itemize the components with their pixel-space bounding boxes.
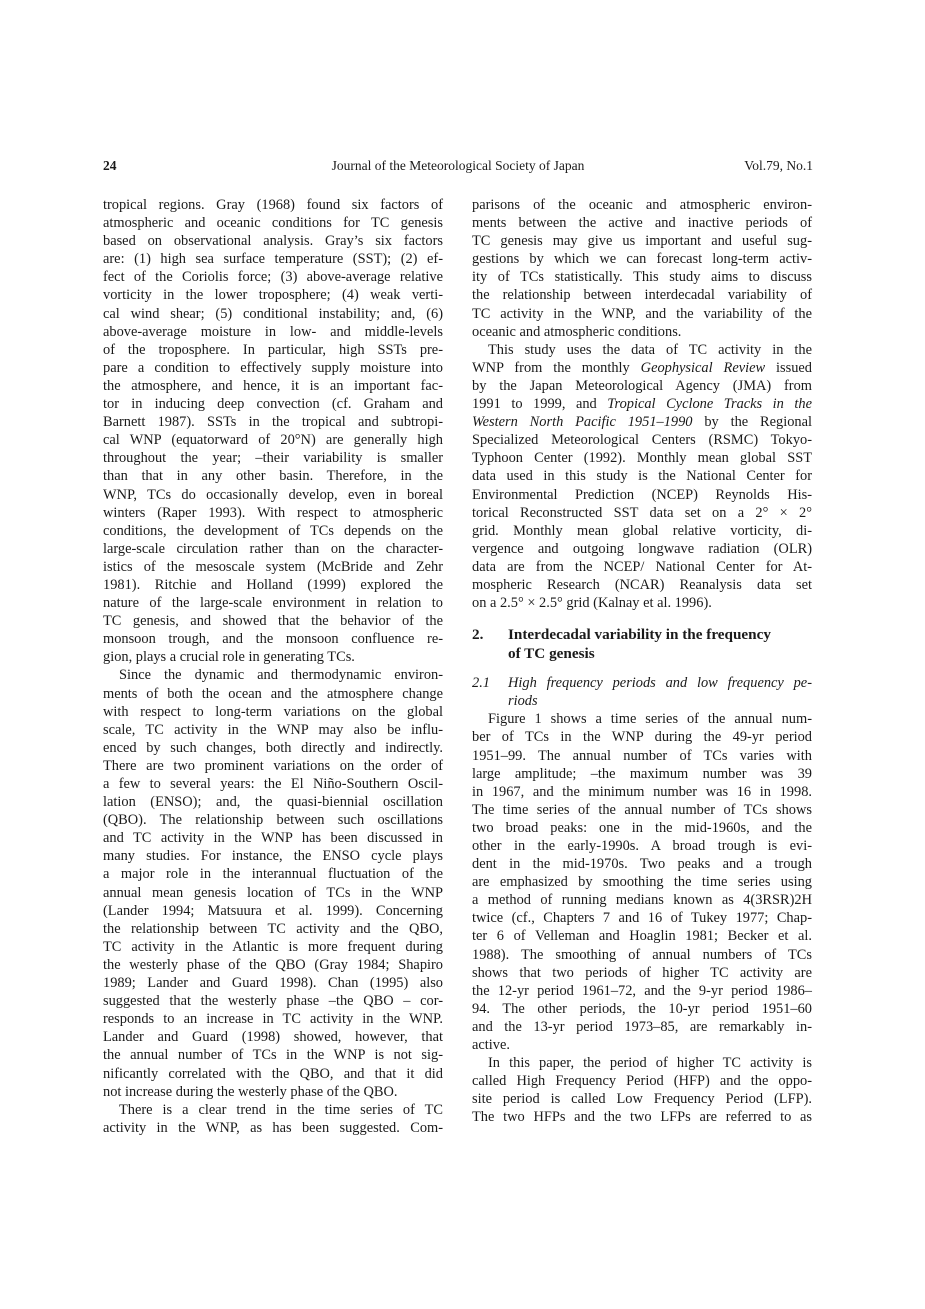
text-run: WNP from the monthly: [472, 359, 641, 376]
text-line: by the Japan Meteorological Agency (JMA) from: [472, 377, 812, 394]
text-line: are emphasized by smoothing the time series using: [472, 874, 812, 891]
text-line: suggested that the westerly phase –the QBO – cor-: [103, 993, 443, 1010]
text-line: fect of the Coriolis force; (3) above-average relative: [103, 269, 443, 286]
text-line: There are two prominent variations on the order of: [103, 757, 443, 774]
text-line: cal wind shear; (5) conditional instability; and, (6): [103, 305, 443, 322]
text-line: Environmental Prediction (NCEP) Reynolds His-: [472, 486, 812, 503]
text-line: gion, plays a crucial role in generating TCs.: [103, 649, 355, 666]
text-line: 94. The other periods, the 10-yr period 1951–60: [472, 1000, 812, 1017]
text-line: grid. Monthly mean global relative vorticity, di-: [472, 522, 812, 539]
text-line: Figure 1 shows a time series of the annual num-: [488, 711, 812, 728]
text-line: [472, 395, 812, 413]
text-line: scale, TC activity in the WNP may also be influ-: [103, 721, 443, 738]
text-line: pare a condition to effectively supply moisture into: [103, 359, 443, 376]
text-line: shows that two periods of higher TC activity are: [472, 964, 812, 981]
text-line: data are from the NCEP/ National Center for At-: [472, 558, 812, 575]
text-line: of the troposphere. In particular, high SSTs pre-: [103, 341, 443, 358]
text-line: on a 2.5° × 2.5° grid (Kalnay et al. 1996).: [472, 595, 712, 612]
text-line: ments between the active and inactive periods of: [472, 215, 812, 232]
text-line: based on observational analysis. Gray’s six factors: [103, 233, 443, 250]
text-line: tor in inducing deep convection (cf. Graham and: [103, 396, 443, 413]
paragraph: [472, 196, 812, 341]
text-line: large amplitude; –the maximum number was 39: [472, 765, 812, 782]
volume-issue: Vol.79, No.1: [744, 158, 813, 173]
subsection-title-line: riods: [508, 693, 538, 710]
text-line: (QBO). The relationship between such oscillations: [103, 812, 443, 829]
text-line: TC activity in the WNP, and the variability of the: [472, 305, 812, 322]
text-line: TC genesis may give us important and useful sug-: [472, 233, 812, 250]
paragraph: [472, 1054, 812, 1126]
journal-title: Journal of the Meteorological Society of Japan: [331, 158, 585, 173]
text-line: atmospheric and oceanic conditions for TC genesis: [103, 215, 443, 232]
text-line: throughout the year; –their variability is smaller: [103, 450, 443, 467]
text-line: with respect to long-term variations on the global: [103, 703, 443, 720]
text-line: a method of running medians known as 4(3RSR)2H: [472, 892, 812, 909]
right-column: [472, 196, 812, 1127]
text-line: the relationship between TC activity and the QBO,: [103, 920, 443, 937]
text-line: and TC activity in the WNP has been discussed in: [103, 830, 443, 847]
italic-title: Geophysical Review: [640, 359, 766, 376]
section-title-line: of TC genesis: [508, 645, 595, 663]
text-run: by the Regional: [692, 414, 812, 431]
text-line: The time series of the annual number of TCs shows: [472, 801, 812, 818]
text-line: annual mean genesis location of TCs in the WNP: [103, 884, 443, 901]
text-line: the 12-yr period 1961–72, and the 9-yr period 1986–: [472, 982, 812, 999]
text-line: ity of TCs statistically. This study aims to discuss: [472, 269, 812, 286]
text-line: There is a clear trend in the time series of TC: [119, 1101, 443, 1118]
section-title-line: Interdecadal variability in the frequency: [508, 626, 771, 644]
text-line: nature of the large-scale environment in relation to: [103, 595, 443, 612]
text-line: [472, 359, 812, 377]
text-line: two broad peaks: one in the mid-1960s, and the: [472, 819, 812, 836]
subsection-heading: [472, 674, 812, 710]
text-line: the westerly phase of the QBO (Gray 1984; Shapiro: [103, 956, 443, 973]
running-header: [103, 158, 813, 178]
text-run: issued: [765, 359, 812, 376]
text-line: monsoon trough, and the monsoon confluence re-: [103, 631, 443, 648]
text-line: other in the early-1990s. A broad trough is evi-: [472, 838, 812, 854]
text-line: ter 6 of Velleman and Hoaglin 1981; Becker et al.: [472, 928, 812, 945]
text-line: not increase during the westerly phase of the QBO.: [103, 1083, 398, 1100]
text-line: lation (ENSO); and, the quasi-biennial oscillation: [103, 794, 443, 811]
paragraph: [103, 666, 443, 1100]
text-line: and the 13-yr period 1973–85, are remarkably in-: [472, 1018, 812, 1035]
text-line: many studies. For instance, the ENSO cycle plays: [103, 848, 443, 865]
text-line: the annual number of TCs in the WNP is not sig-: [103, 1047, 443, 1064]
text-line: tropical regions. Gray (1968) found six factors of: [103, 197, 443, 213]
text-line: winters (Raper 1993). With respect to atmospheric: [103, 504, 443, 521]
text-line: 1981). Ritchie and Holland (1999) explored the: [103, 576, 443, 593]
text-line: vorticity in the lower troposphere; (4) weak verti-: [103, 287, 443, 304]
text-line: gestions by which we can forecast long-term activ-: [472, 251, 812, 268]
text-line: This study uses the data of TC activity in the: [488, 341, 812, 358]
text-line: the relationship between interdecadal variability of: [472, 287, 812, 304]
text-line: conditions, the development of TCs depends on the: [103, 522, 443, 539]
text-run: 1991 to 1999, and: [472, 396, 608, 413]
text-line: Since the dynamic and thermodynamic environ-: [119, 667, 443, 684]
text-line: (Lander 1994; Matsuura et al. 1999). Concerning: [103, 902, 443, 919]
text-line: nificantly correlated with the QBO, and that it did: [103, 1065, 443, 1082]
text-line: a major role in the interannual fluctuation of the: [103, 866, 443, 883]
paragraph: [103, 196, 443, 666]
text-line: [472, 413, 812, 431]
text-line: TC genesis, and showed that the behavior of the: [103, 613, 443, 630]
italic-title: Tropical Cyclone Tracks in the: [607, 396, 812, 413]
text-line: enced by such changes, both directly and indirectly.: [103, 739, 443, 756]
text-line: dent in the mid-1970s. Two peaks and a trough: [472, 856, 812, 873]
text-line: a few to several years: the El Niño-Southern Oscil-: [103, 776, 443, 792]
text-line: responds to an increase in TC activity in the WNP.: [103, 1011, 443, 1028]
text-line: ber of TCs in the WNP during the 49-yr period: [472, 729, 812, 746]
text-line: WNP, TCs do occasionally develop, even in boreal: [103, 486, 443, 503]
text-line: Specialized Meteorological Centers (RSMC) Tokyo-: [472, 432, 812, 449]
text-line: Barnett 1987). SSTs in the tropical and subtropi-: [103, 414, 443, 431]
section-number: 2.: [472, 626, 484, 644]
left-column: [103, 196, 443, 1137]
text-line: The two HFPs and the two LFPs are referred to as: [472, 1109, 812, 1126]
text-line: large-scale circulation rather than on the character-: [103, 540, 443, 557]
text-line: cal WNP (equatorward of 20°N) are generally high: [103, 432, 443, 449]
text-line: Typhoon Center (1992). Monthly mean global SST: [472, 450, 812, 467]
text-line: the atmosphere, and hence, it is an important fac-: [103, 377, 443, 394]
text-line: in 1967, and the minimum number was 16 in 1998.: [472, 783, 812, 800]
italic-title: Western North Pacific 1951–1990: [472, 414, 693, 431]
text-line: Lander and Guard (1998) showed, however, that: [103, 1029, 443, 1046]
paragraph: [472, 710, 812, 1054]
text-line: are: (1) high sea surface temperature (SST); (2) ef-: [103, 251, 443, 268]
text-line: twice (cf., Chapters 7 and 16 of Tukey 1977; Chap-: [472, 910, 812, 927]
text-line: active.: [472, 1037, 510, 1054]
text-line: In this paper, the period of higher TC activity is: [488, 1055, 812, 1072]
text-line: activity in the WNP, as has been suggested. Com-: [103, 1119, 443, 1136]
text-line: site period is called Low Frequency Period (LFP).: [472, 1091, 812, 1108]
text-line: 1988). The smoothing of annual numbers of TCs: [472, 946, 812, 963]
text-line: mospheric Research (NCAR) Reanalysis data set: [472, 576, 812, 593]
subsection-number: 2.1: [472, 675, 490, 692]
subsection-title-line: High frequency periods and low frequency pe-: [508, 675, 812, 692]
text-line: called High Frequency Period (HFP) and the oppo-: [472, 1073, 812, 1090]
text-line: 1951–99. The annual number of TCs varies with: [472, 747, 812, 764]
text-line: torical Reconstructed SST data set on a 2° × 2°: [472, 504, 812, 521]
text-line: oceanic and atmospheric conditions.: [472, 323, 682, 340]
section-heading: [472, 625, 812, 663]
text-line: than that in any other basin. Therefore, in the: [103, 468, 443, 485]
paragraph: [103, 1101, 443, 1137]
paragraph: [472, 341, 812, 612]
text-line: above-average moisture in low- and middle-levels: [103, 323, 443, 340]
text-line: istics of the mesoscale system (McBride and Zehr: [103, 558, 443, 575]
text-line: ments of both the ocean and the atmosphere change: [103, 685, 443, 702]
page-number: 24: [103, 158, 117, 173]
text-line: data used in this study is the National Center for: [472, 468, 812, 485]
text-line: parisons of the oceanic and atmospheric environ-: [472, 197, 812, 213]
text-line: TC activity in the Atlantic is more frequent during: [103, 938, 443, 955]
text-line: 1989; Lander and Guard 1998). Chan (1995) also: [103, 975, 443, 992]
text-line: vergence and outgoing longwave radiation (OLR): [472, 540, 812, 557]
